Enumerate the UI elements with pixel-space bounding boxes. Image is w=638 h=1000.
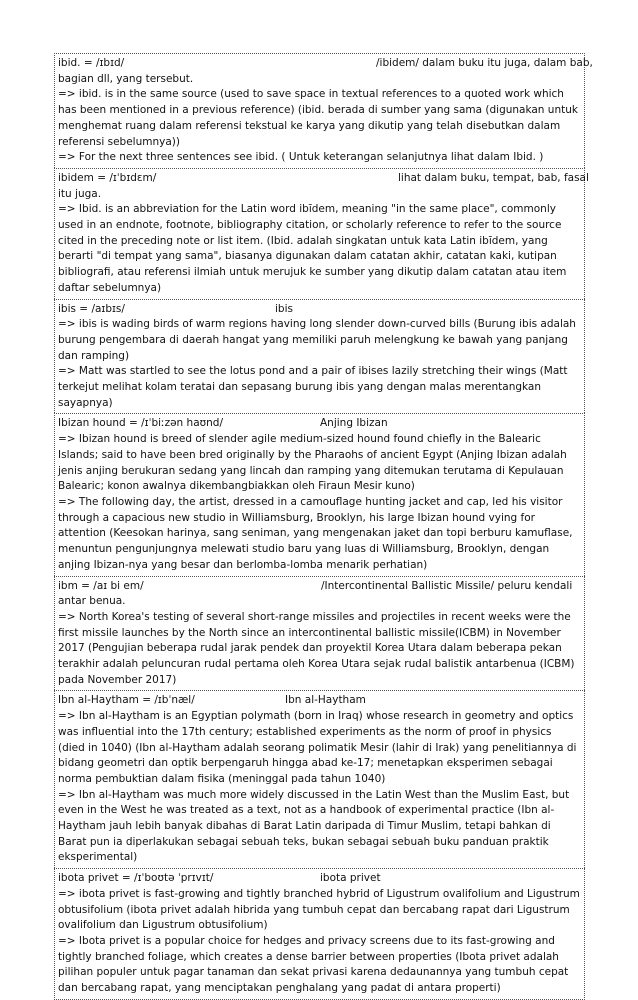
- entry-head: [58, 871, 581, 887]
- example-line: => Ibn al-Haytham was much more widely discussed in the Latin West than the Muslim East, but even in the West he was treated as a text, not as a handbook of experimental practice (Ibn al-Haytham jauh lebih banyak dibahas di Barat Latin daripada di Timur Muslim, tetapi bahkan di Barat pun ia diperlakukan sebagai sebuah teks, bukan sebagai sebuah buku panduan praktik eksperimental): [58, 788, 570, 864]
- entry-term: Ibn al-Haytham = /ɪbˈnæl/: [58, 694, 195, 707]
- entry-meaning-continued: antar benua.: [58, 595, 126, 608]
- example-line: => ibis is wading birds of warm regions having long slender down-curved bills (Burung ibis adalah burung pengembara di daerah hangat yang memiliki paruh melengkung ke bawah yang panjang dan ramping): [58, 318, 576, 362]
- example-line: => Ibota privet is a popular choice for hedges and privacy screens due to its fast-growing and tightly branched foliage, which creates a dense barrier between properties (Ibota privet adalah pilihan populer untuk pagar tanaman dan sekat privasi karena dedaunannya yang tumbuh cepat dan bercabang rapat, yang menciptakan penghalang yang padat di antara properti): [58, 934, 569, 995]
- entry-ibidem: [54, 168, 589, 299]
- entry-meaning: /Intercontinental Ballistic Missile/ peluru kendali: [321, 579, 573, 592]
- entry-head: [58, 693, 581, 709]
- entry-term: Ibizan hound = /ɪˈbiːzən haʊnd/: [58, 417, 223, 430]
- example-line: => Matt was startled to see the lotus pond and a pair of ibises lazily stretching their wings (Matt terkejut melihat kolam teratai dan sepasang burung ibis yang dengan malas merentangkan sayapnya): [58, 365, 568, 409]
- example-line: => North Korea's testing of several short-range missiles and projectiles in recent weeks were the first missile launches by the North since an intercontinental ballistic missile(ICBM) in November 2017 (Pengujian beberapa rudal jarak pendek dan proyektil Korea Utara dalam beberapa pekan terakhir adalah peluncuran rudal pertama oleh Korea Utara sejak rudal balistik antarbenua (ICBM) pada November 2017): [58, 610, 575, 686]
- entry-head: [58, 302, 581, 318]
- example-line: => ibota privet is fast-growing and tightly branched hybrid of Ligustrum ovalifolium and Ligustrum obtusifolium (ibota privet adalah hibrida yang tumbuh cepat dan bercabang rapat dari Ligustrum ovalifolium dan Ligustrum obtusifolium): [58, 887, 580, 932]
- entry-ibid: [54, 53, 593, 168]
- entry-meaning: lihat dalam buku, tempat, bab, fasal: [398, 171, 589, 184]
- entry-meaning: ibis: [275, 302, 293, 315]
- entry-term: ibidem = /ɪˈbɪdɛm/: [58, 171, 157, 184]
- entry-meaning: Anjing Ibizan: [320, 417, 388, 430]
- entry-head: [58, 56, 593, 72]
- example-line: => For the next three sentences see ibid. ( Untuk keterangan selanjutnya lihat dalam Ibid. ): [58, 151, 544, 164]
- example-line: => Ibid. is an abbreviation for the Latin word ibīdem, meaning "in the same place", commonly used in an endnote, footnote, bibliography citation, or scholarly reference to refer to the source cited in the preceding note or list item. (Ibid. adalah singkatan untuk kata Latin ibīdem, yang berarti "di tempat yang sama", biasanya digunakan dalam catatan akhir, catatan kaki, kutipan bibliografi, atau referensi ilmiah untuk merujuk ke sumber yang dikutip dalam catatan atau item daftar sebelumnya): [58, 203, 567, 294]
- entry-meaning: Ibn al-Haytham: [285, 694, 366, 707]
- example-line: => Ibizan hound is breed of slender agile medium-sized hound found chiefly in the Balearic Islands; said to have been bred originally by the Pharaohs of ancient Egypt (Anjing Ibizan adalah jenis anjing berukuran sedang yang lincah dan ramping yang ditemukan terutama di Kepulauan Balearic; konon awalnya dikembangbiakkan oleh Firaun Mesir kuno): [58, 433, 567, 493]
- entry-ibm: [54, 576, 585, 691]
- entry-meaning-continued: itu juga.: [58, 187, 102, 200]
- entry-head: [58, 416, 581, 432]
- entry-meaning-continued: bagian dll, yang tersebut.: [58, 72, 194, 85]
- entry-ibn-al-haytham: [54, 690, 585, 868]
- example-line: => The following day, the artist, dressed in a camouflage hunting jacket and cap, led his visitor through a capacious new studio in Williamsburg, Brooklyn, his large Ibizan hound vying for attention (Keesokan harinya, sang seniman, yang mengenakan jaket dan topi berburu kamuflase, menuntun pengunjungnya melewati studio baru yang luas di Williamsburg, Brooklyn, dengan anjing Ibizan-nya yang besar dan berlomba-lomba menarik perhatian): [58, 495, 573, 571]
- dictionary-page: [54, 53, 593, 1000]
- entry-head: [58, 171, 589, 187]
- example-line: => ibid. is in the same source (used to save space in textual references to a quoted work which has been mentioned in a previous reference) (ibid. berada di sumber yang sama (digunakan untuk menghemat ruang dalam referensi tekstual ke karya yang dikutip yang telah disebutkan dalam referensi sebelumnya)): [58, 88, 578, 148]
- entry-term: ibota privet = /ɪˈboʊtə ˈprɪvɪt/: [58, 872, 214, 885]
- entry-term: ibid. = /ɪbɪd/: [58, 57, 125, 69]
- example-line: => Ibn al-Haytham is an Egyptian polymath (born in Iraq) whose research in geometry and optics was influential into the 17th century; established experiments as the norm of proof in physics (died in 1040) (Ibn al-Haytham adalah seorang polimatik Mesir (lahir di Irak) yang penelitiannya di bidang geometri dan optik berpengaruh hingga abad ke-17; menetapkan eksperimen sebagai norma pembuktian dalam fisika (meninggal pada tahun 1040): [58, 710, 577, 785]
- entry-ibota-privet: [54, 868, 585, 1000]
- entry-head: [58, 579, 581, 595]
- entry-ibis: [54, 299, 585, 414]
- entry-meaning: ibota privet: [320, 872, 381, 885]
- entry-meaning: /ibidem/ dalam buku itu juga, dalam bab,: [376, 57, 593, 69]
- entry-term: ibis = /aɪbɪs/: [58, 302, 125, 315]
- entry-ibizan-hound: [54, 413, 585, 575]
- entry-term: ibm = /aɪ bi em/: [58, 579, 144, 592]
